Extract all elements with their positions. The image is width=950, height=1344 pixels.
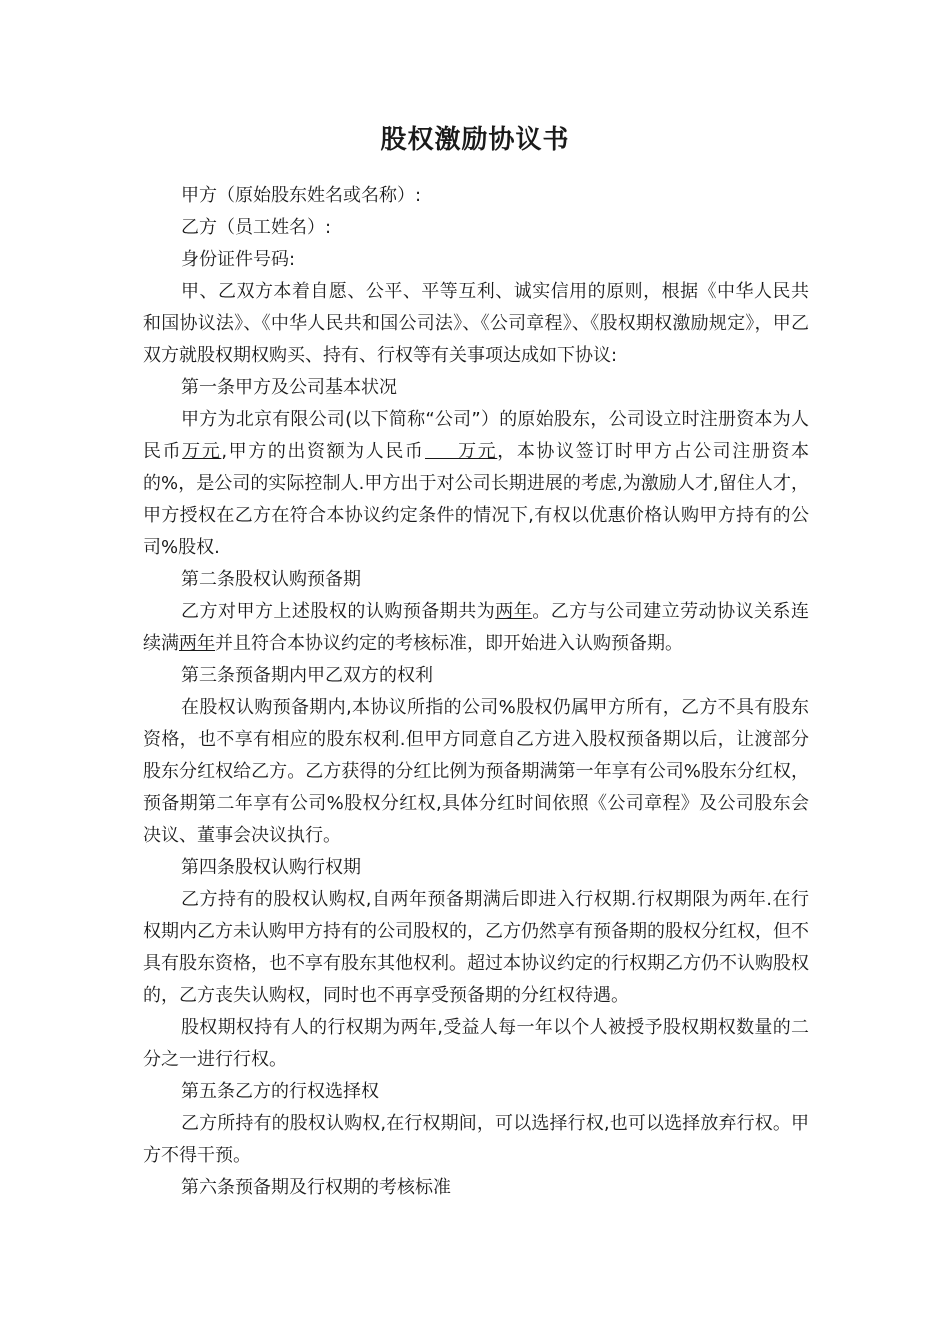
underlined-term: 两年 [179, 633, 215, 654]
text-run: 并且符合本协议约定的考核标准，即开始进入认购预备期。 [215, 633, 683, 654]
text-run: 乙方对甲方上述股权的认购预备期共为 [181, 601, 496, 622]
underlined-amount: 万元 [182, 441, 222, 462]
party-b-line: 乙方（员工姓名）: [181, 217, 332, 238]
article-3-paragraph: 在股权认购预备期内,本协议所指的公司%股权仍属甲方所有，乙方不具有股东资格，也不享有相应的股东权利.但甲方同意自乙方进入股权预备期以后，让渡部分股东分红权给乙方。乙方获得的分红比例为预备期满第一年享有公司%股东分红权，预备期第二年享有公司%股权分红权,具体分红时间依照《公司章程》及公司股东会决议、董事会决议执行。 [143, 697, 809, 846]
article-4-paragraph-2: 股权期权持有人的行权期为两年,受益人每一年以个人被授予股权期权数量的二分之一进行行权。 [143, 1017, 809, 1070]
text-run: ，本协议签订时甲方占公司注册资本的%，是公司的实际控制人.甲方出于对公司长期进展的考虑,为激励人才,留住人才，甲方授权在乙方在符合本协议约定条件的情况下,有权以优惠价格认购甲方持有的公司%股权. [143, 441, 810, 558]
article-5-heading: 第五条乙方的行权选择权 [181, 1081, 379, 1102]
id-number-line: 身份证件号码: [181, 249, 296, 270]
page-title: 股权激励协议书 [380, 125, 570, 155]
text-run: 甲方为北京有限公司(以下简称“公司”）的原始股东，公司设立时注册资本为人民币 [143, 409, 809, 462]
preamble-paragraph: 甲、乙双方本着自愿、公平、平等互利、诚实信用的原则，根据《中华人民共和国协议法》、《中华人民共和国公司法》、《公司章程》、《股权期权激励规定》，甲乙双方就股权期权购买、持有、行权等有关事项达成如下协议: [143, 281, 809, 366]
article-1-paragraph [143, 404, 809, 564]
article-2-heading: 第二条股权认购预备期 [181, 569, 361, 590]
article-1-heading: 第一条甲方及公司基本状况 [181, 377, 397, 398]
text-run: ,甲方的出资额为人民币 [221, 441, 425, 462]
document-body [143, 180, 809, 1204]
article-3-heading: 第三条预备期内甲乙双方的权利 [181, 665, 433, 686]
article-2-paragraph [143, 596, 809, 660]
blank-line [425, 438, 457, 459]
underlined-term: 两年 [495, 601, 533, 622]
party-a-line: 甲方（原始股东姓名或名称）: [181, 185, 422, 206]
text-run: 。乙方与公司建立劳动协议关系连续满 [143, 601, 810, 654]
article-6-heading: 第六条预备期及行权期的考核标准 [181, 1177, 451, 1198]
underlined-amount: 万元 [456, 441, 498, 462]
article-4-paragraph: 乙方持有的股权认购权,自两年预备期满后即进入行权期.行权期限为两年.在行权期内乙方未认购甲方持有的公司股权的，乙方仍然享有预备期的股权分红权，但不具有股东资格，也不享有股东其他权利。超过本协议约定的行权期乙方仍不认购股权的，乙方丧失认购权，同时也不再享受预备期的分红权待遇。 [143, 889, 809, 1006]
article-5-paragraph: 乙方所持有的股权认购权,在行权期间，可以选择行权,也可以选择放弃行权。甲方不得干预。 [143, 1113, 809, 1166]
article-4-heading: 第四条股权认购行权期 [181, 857, 361, 878]
